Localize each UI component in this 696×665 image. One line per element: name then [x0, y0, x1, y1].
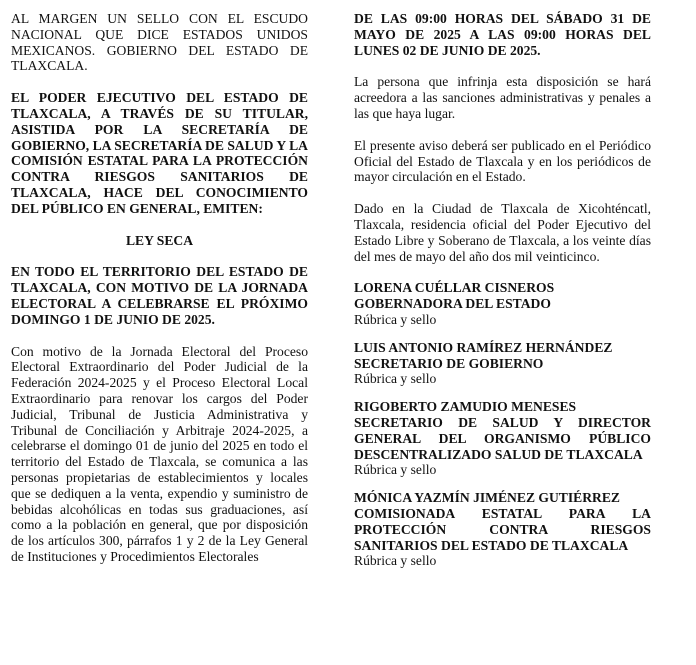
sanctions-paragraph: La persona que infrinja esta disposición se hará acreedora a las sanciones administrativas y penales a las que haya lugar. [354, 74, 651, 121]
signatory-role: GOBERNADORA DEL ESTADO [354, 296, 551, 312]
given-at-paragraph: Dado en la Ciudad de Tlaxcala de Xicohténcatl, Tlaxcala, residencia oficial del Poder Ejecutivo del Estado Libre y Soberano de Tlaxcala, a los veinte días del mes de mayo del año dos mil veinticinco. [354, 201, 651, 264]
signature-note: Rúbrica y sello [354, 553, 437, 569]
signatory-role: SECRETARIO DE SALUD Y DIRECTOR GENERAL DEL ORGANISMO PÚBLICO DESCENTRALIZADO SALUD DE TLAXCALA [354, 414, 651, 462]
signature-block [354, 280, 651, 327]
signature-block [354, 399, 651, 478]
publication-paragraph: El presente aviso deberá ser publicado en el Periódico Oficial del Estado de Tlaxcala y en los periódicos de mayor circulación en el Estado. [354, 137, 651, 185]
signatory-name: LUIS ANTONIO RAMÍREZ HERNÁNDEZ [354, 339, 613, 355]
signatory-role: SECRETARIO DE GOBIERNO [354, 355, 544, 371]
notice-scope: EN TODO EL TERRITORIO DEL ESTADO DE TLAXCALA, CON MOTIVO DE LA JORNADA ELECTORAL A CELEBRARSE EL PRÓXIMO DOMINGO 1 DE JUNIO DE 2025. [11, 264, 308, 327]
right-column [354, 11, 651, 569]
notice-body: Con motivo de la Jornada Electoral del Proceso Electoral Extraordinario del Poder Judicial de la Federación 2024-2025 y el Proceso Electoral Local Extraordinario para renovar los cargos del Poder Judicial, Tribunal de Justicia Administrativa y Tribunal de Conciliación y Arbitraje 2024-2025, a celebrarse el domingo 01 de junio del 2025 en todo el territorio del Estado de Tlaxcala, se comunica a las personas propietarias de establecimientos y locales que se dediquen a la venta, expendio y suministro de bebidas alcohólicas en todas sus graduaciones, así como a la población en general, que por disposición de los artículos 300, párrafos 1 y 2 de la Ley General de Instituciones y Procedimientos Electorales [11, 343, 308, 564]
signatory-name: MÓNICA YAZMÍN JIMÉNEZ GUTIÉRREZ [354, 490, 620, 506]
signatory-name: LORENA CUÉLLAR CISNEROS [354, 280, 555, 296]
notice-title: LEY SECA [125, 232, 194, 248]
issuing-authorities: EL PODER EJECUTIVO DEL ESTADO DE TLAXCALA, A TRAVÉS DE SU TITULAR, ASISTIDA POR LA SECRETARÍA DE GOBIERNO, LA SECRETARÍA DE SALUD Y LA COMISIÓN ESTATAL PARA LA PROTECCIÓN CONTRA RIESGOS SANITARIOS DE TLAXCALA, HACE DEL CONOCIMIENTO DEL PÚBLICO EN GENERAL, EMITEN: [11, 90, 308, 216]
signature-block [354, 340, 651, 387]
signature-note: Rúbrica y sello [354, 462, 437, 478]
prohibition-period: DE LAS 09:00 HORAS DEL SÁBADO 31 DE MAYO DE 2025 A LAS 09:00 HORAS DEL LUNES 02 DE JUNIO DE 2025. [354, 11, 651, 58]
signature-note: Rúbrica y sello [354, 311, 437, 327]
signature-note: Rúbrica y sello [354, 371, 437, 387]
signature-block [354, 490, 651, 569]
left-column [11, 11, 308, 665]
signatory-name: RIGOBERTO ZAMUDIO MENESES [354, 399, 577, 415]
signatory-role: COMISIONADA ESTATAL PARA LA PROTECCIÓN CONTRA RIESGOS SANITARIOS DEL ESTADO DE TLAXCALA [354, 505, 651, 553]
seal-intro: AL MARGEN UN SELLO CON EL ESCUDO NACIONAL QUE DICE ESTADOS UNIDOS MEXICANOS. GOBIERNO DEL ESTADO DE TLAXCALA. [11, 11, 308, 74]
